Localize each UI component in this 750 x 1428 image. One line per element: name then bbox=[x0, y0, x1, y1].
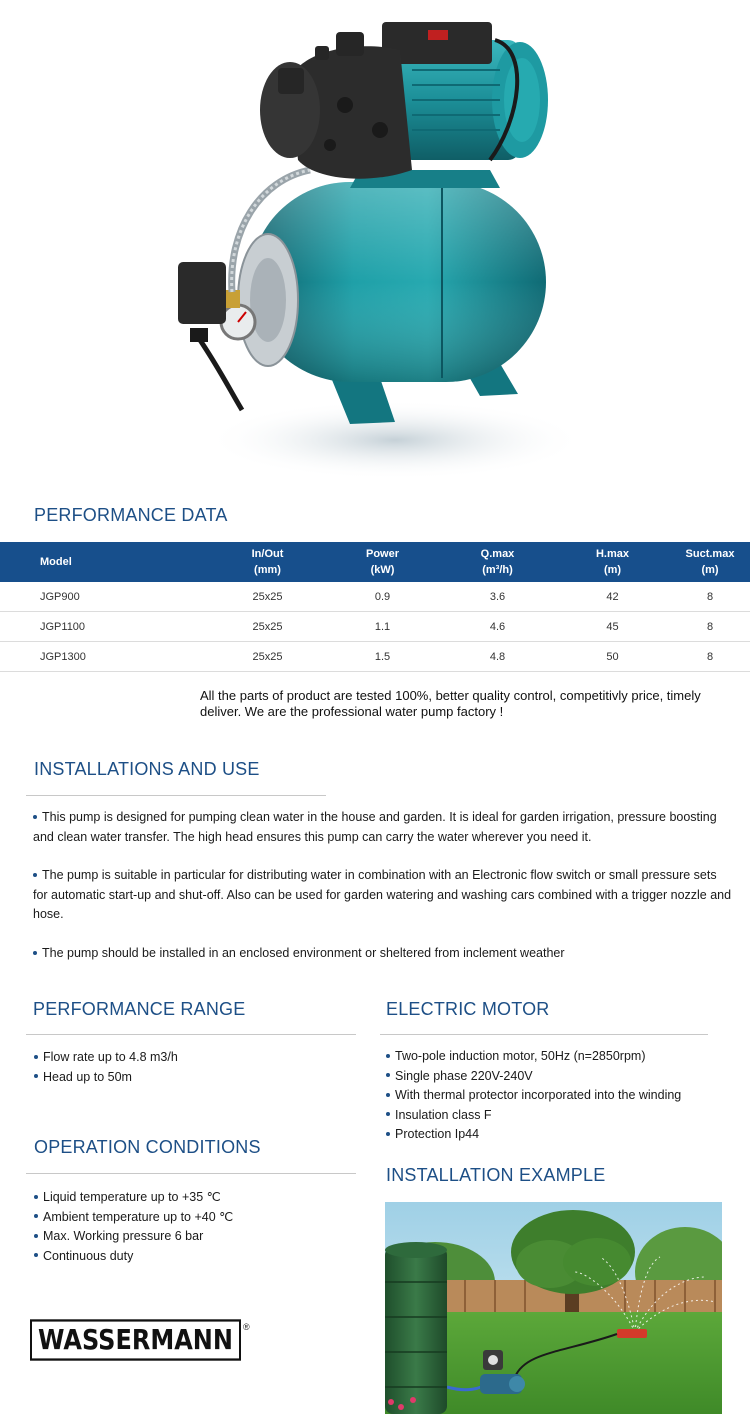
table-cell: 3.6 bbox=[440, 582, 555, 612]
list-item: Ambient temperature up to +40 ℃ bbox=[34, 1208, 233, 1228]
quality-note: All the parts of product are tested 100%, better quality control, competitivly price, timely deliver. We are the professional water pump factory ! bbox=[200, 688, 701, 719]
table-cell: 25x25 bbox=[210, 612, 325, 642]
table-cell: JGP900 bbox=[0, 582, 210, 612]
table-row bbox=[0, 642, 750, 672]
divider bbox=[26, 1173, 356, 1174]
list-item: Insulation class F bbox=[386, 1106, 681, 1126]
bullet-icon bbox=[386, 1112, 390, 1116]
list-item: Head up to 50m bbox=[34, 1068, 178, 1088]
table-cell: 50 bbox=[555, 642, 670, 672]
table-header-inout: In/Out (mm) bbox=[251, 548, 284, 576]
bullet-icon bbox=[34, 1214, 38, 1218]
table-cell: JGP1100 bbox=[0, 612, 210, 642]
table-header-suctmax: Suct.max (m) bbox=[685, 548, 735, 576]
list-item: With thermal protector incorporated into the winding bbox=[386, 1086, 681, 1106]
bullet-icon bbox=[386, 1093, 390, 1097]
registered-mark: ® bbox=[242, 1322, 250, 1332]
table-cell: 42 bbox=[555, 582, 670, 612]
list-item: Single phase 220V-240V bbox=[386, 1067, 681, 1087]
list-item: Protection Ip44 bbox=[386, 1125, 681, 1145]
electric-motor-list bbox=[386, 1047, 681, 1145]
table-cell: 1.5 bbox=[325, 642, 440, 672]
bullet-icon bbox=[34, 1074, 38, 1078]
divider bbox=[26, 1034, 356, 1035]
list-item: Continuous duty bbox=[34, 1247, 233, 1267]
operation-conditions-title: OPERATION CONDITIONS bbox=[34, 1137, 261, 1157]
table-header-hmax: H.max (m) bbox=[595, 548, 630, 576]
list-item: Max. Working pressure 6 bar bbox=[34, 1227, 233, 1247]
operation-conditions-list bbox=[34, 1188, 233, 1266]
brand-logo bbox=[30, 1322, 250, 1360]
pump-product-image bbox=[150, 10, 600, 490]
installations-paragraph-1: This pump is designed for pumping clean water in the house and garden. It is ideal for garden irrigation, pressure boosting and clean water transfer. The high head ensures this pump can carry the water wherever you need it. bbox=[33, 810, 717, 844]
table-row bbox=[0, 612, 750, 642]
table-cell: 25x25 bbox=[210, 582, 325, 612]
table-cell: 45 bbox=[555, 612, 670, 642]
performance-range-title: PERFORMANCE RANGE bbox=[33, 999, 246, 1019]
table-header-model: Model bbox=[40, 556, 72, 568]
installation-example-title: INSTALLATION EXAMPLE bbox=[386, 1165, 606, 1185]
performance-range-list bbox=[34, 1048, 178, 1087]
table-cell: 4.8 bbox=[440, 642, 555, 672]
installations-title: INSTALLATIONS AND USE bbox=[34, 759, 260, 779]
installations-paragraph-3: The pump should be installed in an enclosed environment or sheltered from inclement weather bbox=[33, 944, 733, 964]
installation-example-illustration bbox=[385, 1202, 722, 1414]
table-cell: 8 bbox=[670, 612, 750, 642]
table-header-power: Power (kW) bbox=[365, 548, 399, 576]
table-cell: 8 bbox=[670, 582, 750, 612]
table-header-qmax: Q.max (m³/h) bbox=[480, 548, 515, 576]
bullet-icon bbox=[34, 1234, 38, 1238]
table-cell: JGP1300 bbox=[0, 642, 210, 672]
list-item: Liquid temperature up to +35 ℃ bbox=[34, 1188, 233, 1208]
table-cell: 1.1 bbox=[325, 612, 440, 642]
divider bbox=[26, 795, 326, 796]
divider bbox=[380, 1034, 708, 1035]
bullet-icon bbox=[386, 1073, 390, 1077]
bullet-icon bbox=[34, 1055, 38, 1059]
table-cell: 25x25 bbox=[210, 642, 325, 672]
installations-paragraph-2: The pump is suitable in particular for distributing water in combination with an Electronic flow switch or small pressure sets for automatic start-up and shut-off. Also can be used for garden watering and washing cars combined with a trigger nozzle and hose. bbox=[33, 868, 732, 921]
table-header-row bbox=[0, 542, 750, 582]
bullet-icon bbox=[386, 1054, 390, 1058]
bullet-icon bbox=[33, 951, 37, 955]
bullet-icon bbox=[386, 1132, 390, 1136]
list-item: Two-pole induction motor, 50Hz (n=2850rpm) bbox=[386, 1047, 681, 1067]
table-cell: 4.6 bbox=[440, 612, 555, 642]
table-cell: 0.9 bbox=[325, 582, 440, 612]
performance-data-title: PERFORMANCE DATA bbox=[34, 505, 228, 525]
table-row bbox=[0, 582, 750, 612]
performance-table bbox=[0, 542, 750, 672]
table-cell: 8 bbox=[670, 642, 750, 672]
bullet-icon bbox=[33, 815, 37, 819]
bullet-icon bbox=[34, 1195, 38, 1199]
list-item: Flow rate up to 4.8 m3/h bbox=[34, 1048, 178, 1068]
bullet-icon bbox=[33, 873, 37, 877]
electric-motor-title: ELECTRIC MOTOR bbox=[386, 999, 550, 1019]
brand-logo-text: WASSERMANN bbox=[30, 1319, 241, 1360]
bullet-icon bbox=[34, 1253, 38, 1257]
